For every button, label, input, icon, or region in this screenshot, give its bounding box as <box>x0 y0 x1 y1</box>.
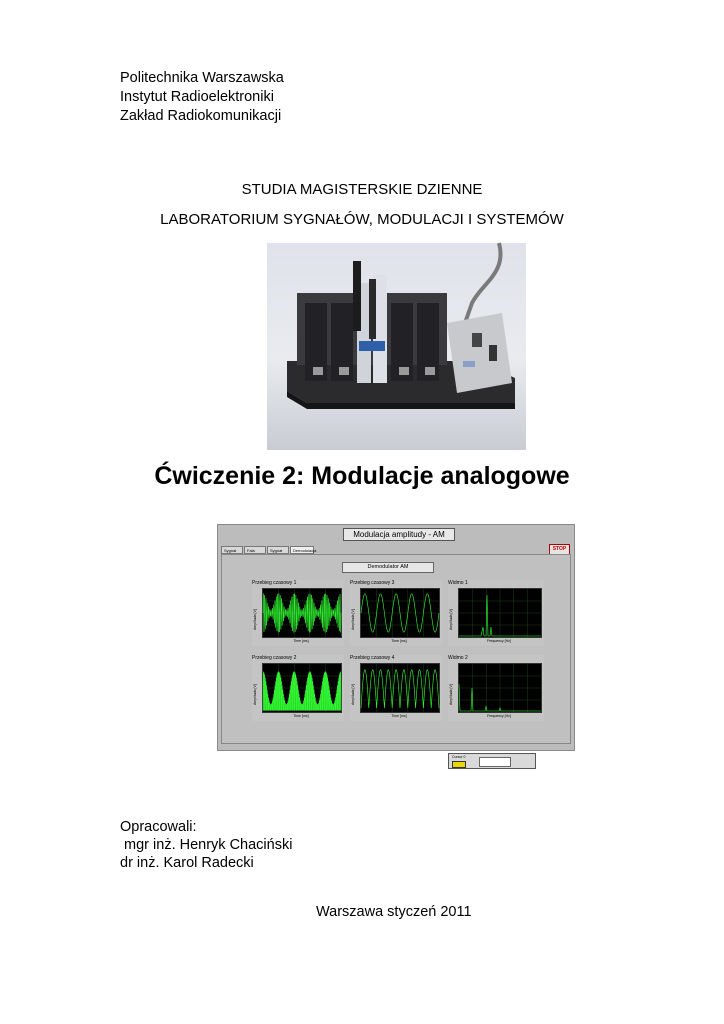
cursor-value-field <box>479 757 511 767</box>
plot-area <box>262 663 342 713</box>
plot-area <box>360 588 440 638</box>
demodulator-label: Demodulator AM <box>342 562 434 573</box>
graph-title: Przebieg czasowy 4 <box>350 655 395 661</box>
cursor-label: Cursor 0 <box>452 755 466 759</box>
plot-area <box>458 588 542 638</box>
graph-spectrum-2 <box>448 655 544 721</box>
x-axis-label: Frequency [Hz] <box>487 714 511 718</box>
graph-title: Widmo 2 <box>448 655 468 661</box>
plot-area <box>360 663 440 713</box>
place-date: Warszawa styczeń 2011 <box>316 904 472 920</box>
graph-title: Przebieg czasowy 1 <box>252 580 297 586</box>
tab-modulated-signal: Sygnał <box>267 546 289 554</box>
graph-time-4 <box>350 655 442 721</box>
authors-heading: Opracowali: <box>120 819 197 835</box>
x-axis-label: Time [ms] <box>391 714 407 718</box>
y-axis-label: Amplituda [V] <box>449 684 453 705</box>
graph-title: Przebieg czasowy 3 <box>350 580 395 586</box>
graph-time-2 <box>252 655 344 721</box>
y-axis-label: Amplituda [V] <box>253 609 257 630</box>
cursor-legend <box>448 753 536 769</box>
y-axis-label: Amplituda [V] <box>253 684 257 705</box>
y-axis-label: Amplituda [V] <box>449 609 453 630</box>
graph-title: Przebieg czasowy 2 <box>252 655 297 661</box>
y-axis-label: Amplituda [V] <box>351 609 355 630</box>
plot-area <box>458 663 542 713</box>
graph-spectrum-1 <box>448 580 544 646</box>
department-name: Zakład Radiokomunikacji <box>120 108 282 124</box>
author-2: dr inż. Karol Radecki <box>120 855 254 871</box>
laboratory-name: LABORATORIUM SYGNAŁÓW, MODULACJI I SYSTEMÓW <box>160 211 564 228</box>
x-axis-label: Time [ms] <box>293 714 309 718</box>
hardware-photo <box>267 243 526 450</box>
author-1: mgr inż. Henryk Chaciński <box>120 837 293 853</box>
tab-modulating-signal: Sygnał <box>221 546 243 554</box>
plot-area <box>262 588 342 638</box>
study-program: STUDIA MAGISTERSKIE DZIENNE <box>241 181 483 198</box>
exercise-title: Ćwiczenie 2: Modulacje analogowe <box>154 462 570 490</box>
x-axis-label: Frequency [Hz] <box>487 639 511 643</box>
labview-panel-screenshot <box>217 524 575 759</box>
graph-title: Widmo 1 <box>448 580 468 586</box>
graph-time-1 <box>252 580 344 646</box>
graph-time-3 <box>350 580 442 646</box>
tab-demodulation: Demodulacja <box>290 546 314 554</box>
stop-button: STOP <box>549 544 570 555</box>
y-axis-label: Amplituda [V] <box>351 684 355 705</box>
tab-carrier: Fala <box>244 546 266 554</box>
university-name: Politechnika Warszawska <box>120 70 284 86</box>
tab-page <box>221 554 571 759</box>
x-axis-label: Time [ms] <box>293 639 309 643</box>
x-axis-label: Time [ms] <box>391 639 407 643</box>
panel-title: Modulacja amplitudy - AM <box>343 528 455 541</box>
cursor-swatch <box>452 761 466 768</box>
institute-name: Instytut Radioelektroniki <box>120 89 274 105</box>
